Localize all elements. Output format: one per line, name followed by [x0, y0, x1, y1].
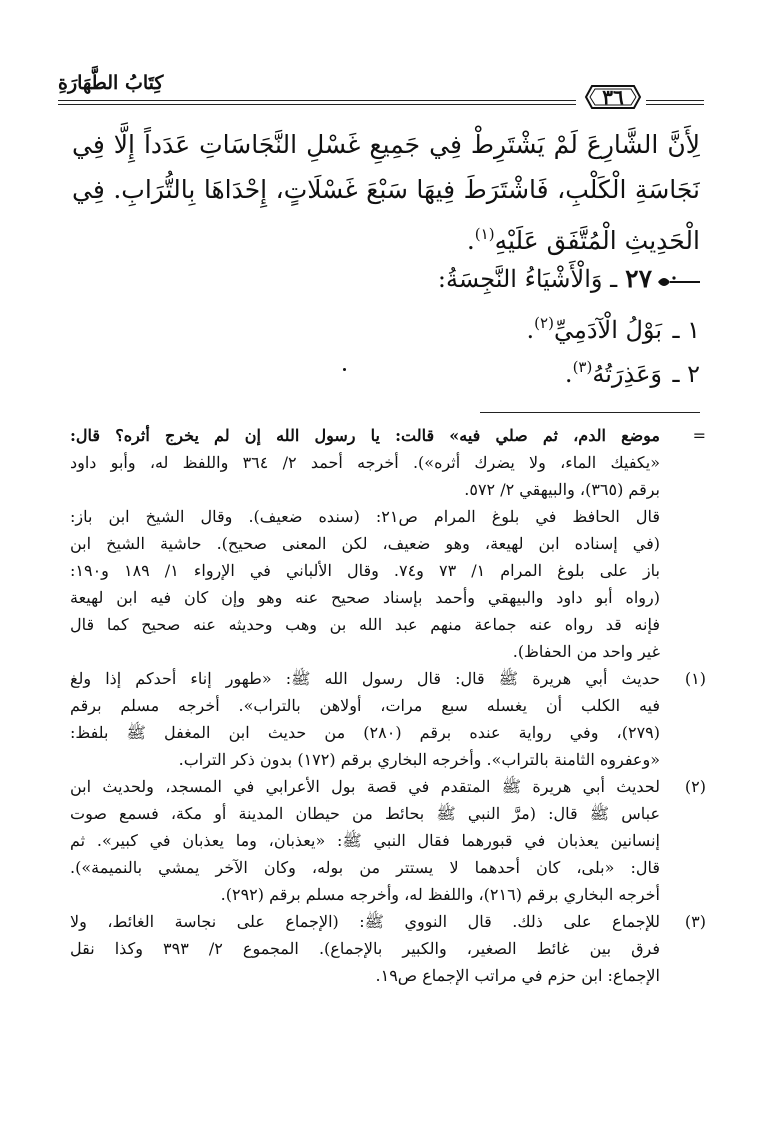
list-item-number: ٢ ـ	[672, 360, 700, 388]
footnote-line: (في إسناده ابن لهيعة، وهو ضعيف، لكن المعنى صحيح). حاشية الشيخ ابن	[70, 534, 660, 553]
footnote-line: فرق بين غائط الصغير، والكبير بالإجماع). المجموع ٢/ ٣٩٣ وكذا نقل	[70, 939, 660, 958]
page-header	[58, 66, 704, 116]
footnote-line: قال الحافظ في بلوغ المرام ص٢١: (سنده ضعيف). وقال الشيخ ابن باز:	[70, 507, 660, 526]
list-item-number: ١ ـ	[672, 316, 700, 344]
footnote-ref: (٣)	[572, 358, 593, 376]
footnote-separator	[480, 412, 700, 413]
footnote-number: (٣)	[684, 912, 706, 931]
main-line: لِأَنَّ الشَّارِعَ لَمْ يَشْتَرِطْ فِي جَمِيعِ غَسْلِ النَّجَاسَاتِ عَدَداً إِلَّا فِي	[72, 130, 700, 159]
main-line	[72, 212, 700, 257]
page-number: ٣٦	[602, 85, 624, 109]
section-heading	[72, 257, 700, 301]
footnote-line: برقم (٣٦٥)، والبيهقي ٢/ ٥٧٢.	[464, 480, 660, 499]
main-line-end: .	[466, 226, 475, 255]
footnotes	[70, 422, 706, 989]
footnote-line: فيه الكلب أن يغسله سبع مرات، أولاهن بالتراب». أخرجه مسلم برقم	[70, 696, 660, 715]
stray-dot	[343, 368, 346, 371]
footnote-line: غير واحد من الحفاظ).	[512, 642, 660, 661]
list-item-end: .	[526, 316, 535, 344]
list-item-end: .	[564, 360, 573, 388]
header-rule	[58, 100, 576, 105]
footnote-line: «وعفروه الثامنة بالتراب». وأخرجه البخاري برقم (١٧٢) بدون ذكر التراب.	[178, 750, 660, 769]
footnote-line: للإجماع على ذلك. قال النووي ﷺ: (الإجماع على نجاسة الغائط، ولا	[70, 912, 660, 931]
footnote-3	[70, 908, 706, 989]
footnote-line: باز على بلوغ المرام ١/ ٧٣ و٧٤. وقال الألباني في الإرواء ١/ ١٨٩ و١٩٠:	[70, 561, 660, 580]
list-item	[72, 301, 700, 345]
footnote-1	[70, 665, 706, 773]
list-item	[72, 345, 700, 389]
footnote-line: (رواه أبو داود والبيهقي وأحمد بإسناد صحيح عنه وهو وإن كان فيه ابن لهيعة	[70, 588, 660, 607]
footnote-2	[70, 773, 706, 908]
section-ornament-icon	[656, 272, 700, 290]
footnote-line	[70, 422, 660, 449]
main-text	[72, 122, 700, 389]
footnote-line: (٢٧٩)، وفي رواية عنده برقم (٢٨٠) من حديث ابن المغفل ﷺ بلفظ:	[70, 723, 660, 742]
main-line-text: الْحَدِيثِ الْمُتَّفَقِ عَلَيْهِ	[494, 226, 700, 255]
footnote-line: قال: «بلى، كان أحدهما لا يستتر من بوله، وكان الآخر يمشي بالنميمة»).	[70, 858, 660, 877]
footnote-ref: (٢)	[534, 314, 554, 332]
footnote-line: أخرجه البخاري برقم (٢١٦)، واللفظ له، وأخرجه مسلم برقم (٢٩٢).	[220, 885, 660, 904]
section-title: ـ وَالْأَشْيَاءُ النَّجِسَةُ:	[437, 265, 618, 293]
footnote-number: (١)	[684, 669, 706, 688]
list-item-text: بَوْلُ الْآدَمِيِّ	[553, 316, 662, 344]
page-number-frame	[584, 84, 642, 110]
header-rule-tail	[646, 100, 704, 105]
footnote-line-text: موضع الدم، ثم صلي فيه» قالت: يا رسول الله إن لم يخرج أثره؟ قال:	[70, 426, 660, 445]
footnote-line: عباس ﷺ قال: (مرَّ النبي ﷺ بحائط من حيطان المدينة أو مكة، فسمع صوت	[70, 804, 660, 823]
footnote-line: لحديث أبي هريرة ﷺ المتقدم في قصة بول الأعرابي في المسجد، ولحديث ابن	[70, 777, 660, 796]
footnote-number: (٢)	[684, 777, 706, 796]
section-number: ٢٧	[625, 264, 652, 293]
footnote-line: «يكفيك الماء، ولا يضرك أثره»). أخرجه أحمد ٢/ ٣٦٤ واللفظ له، وأبو داود	[70, 453, 660, 472]
list-item-text: وَعَذِرَتُهُ	[592, 360, 662, 388]
footnote-continuation	[70, 422, 706, 665]
footnote-line: فإنه قد رواه عنه جماعة منهم عبد الله بن وهب وحديثه عنه صحيح كما قال	[70, 615, 660, 634]
footnote-line: إنسانين يعذبان في قبورهما فقال النبي ﷺ: «يعذبان، وما يعذبان في كبير». ثم	[70, 831, 660, 850]
main-line: نَجَاسَةِ الْكَلْبِ، فَاشْتَرَطَ فِيهَا سَبْعَ غَسْلَاتٍ، إِحْدَاهَا بِالتُّرَابِ. فِي	[72, 175, 700, 204]
footnote-continuation-mark: =	[692, 426, 706, 445]
book-title: كِتَابُ الطَّهَارَةِ	[58, 72, 164, 94]
footnote-line: حديث أبي هريرة ﷺ قال: قال رسول الله ﷺ: «طهور إناء أحدكم إذا ولغ	[70, 669, 660, 688]
footnote-line: الإجماع: ابن حزم في مراتب الإجماع ص١٩.	[375, 966, 660, 985]
footnote-ref: (١)	[474, 225, 495, 243]
